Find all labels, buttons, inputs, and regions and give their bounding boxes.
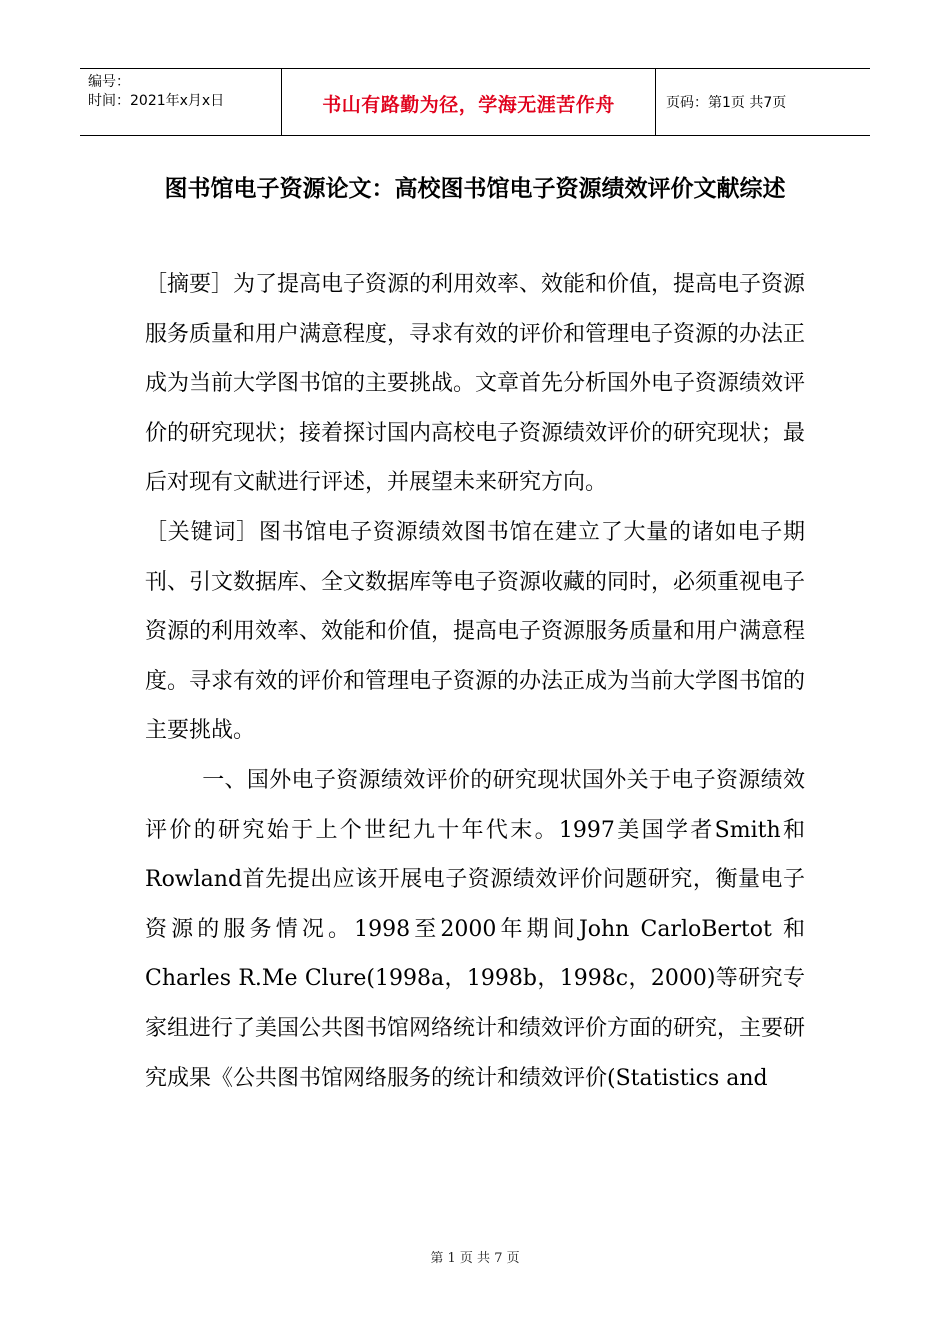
time-label: 时间：2021年x月x日 [88,93,225,109]
page-info-text: 页码：第1页 共7页 [666,95,787,111]
abstract-paragraph: ［摘要］为了提高电子资源的利用效率、效能和价值，提高电子资源服务质量和用户满意程度，寻求有效的评价和管理电子资源的办法正成为当前大学图书馆的主要挑战。文章首先分析国外电子资源绩效评价的研究现状；接着探讨国内高校电子资源绩效评价的研究现状；最后对现有文献进行评述，并展望未来研究方向。 [145,272,806,496]
motto-text: 书山有路勤为径，学海无涯苦作舟 [322,93,615,116]
document-title: 图书馆电子资源论文：高校图书馆电子资源绩效评价文献综述 [164,176,786,202]
header-meta-cell [80,69,282,135]
motto-cell [282,69,656,135]
keywords-paragraph: ［关键词］图书馆电子资源绩效图书馆在建立了大量的诸如电子期刊、引文数据库、全文数据库等电子资源收藏的同时，必须重视电子资源的利用效率、效能和价值，提高电子资源服务质量和用户满意程度。寻求有效的评价和管理电子资源的办法正成为当前大学图书馆的主要挑战。 [145,519,806,744]
page-info-cell [656,69,870,135]
page-footer: 第 1 页 共 7 页 [430,1251,520,1266]
document-body [145,260,805,1103]
number-label: 编号： [88,74,130,90]
header-table [80,68,870,136]
section-one-paragraph: 一、国外电子资源绩效评价的研究现状国外关于电子资源绩效评价的研究始于上个世纪九十年代末。1997美国学者Smith和Rowland首先提出应该开展电子资源绩效评价问题研究，衡量电子资源的服务情况。1998至2000年期间John CarloBertot 和 Charles R.Me Clure(1998a，1998b，1998c，2000)等研究专家组进行了美国公共图书馆网络统计和绩效评价方面的研究，主要研究成果《公共图书馆网络服务的统计和绩效评价(Statistics and [145,767,806,1091]
